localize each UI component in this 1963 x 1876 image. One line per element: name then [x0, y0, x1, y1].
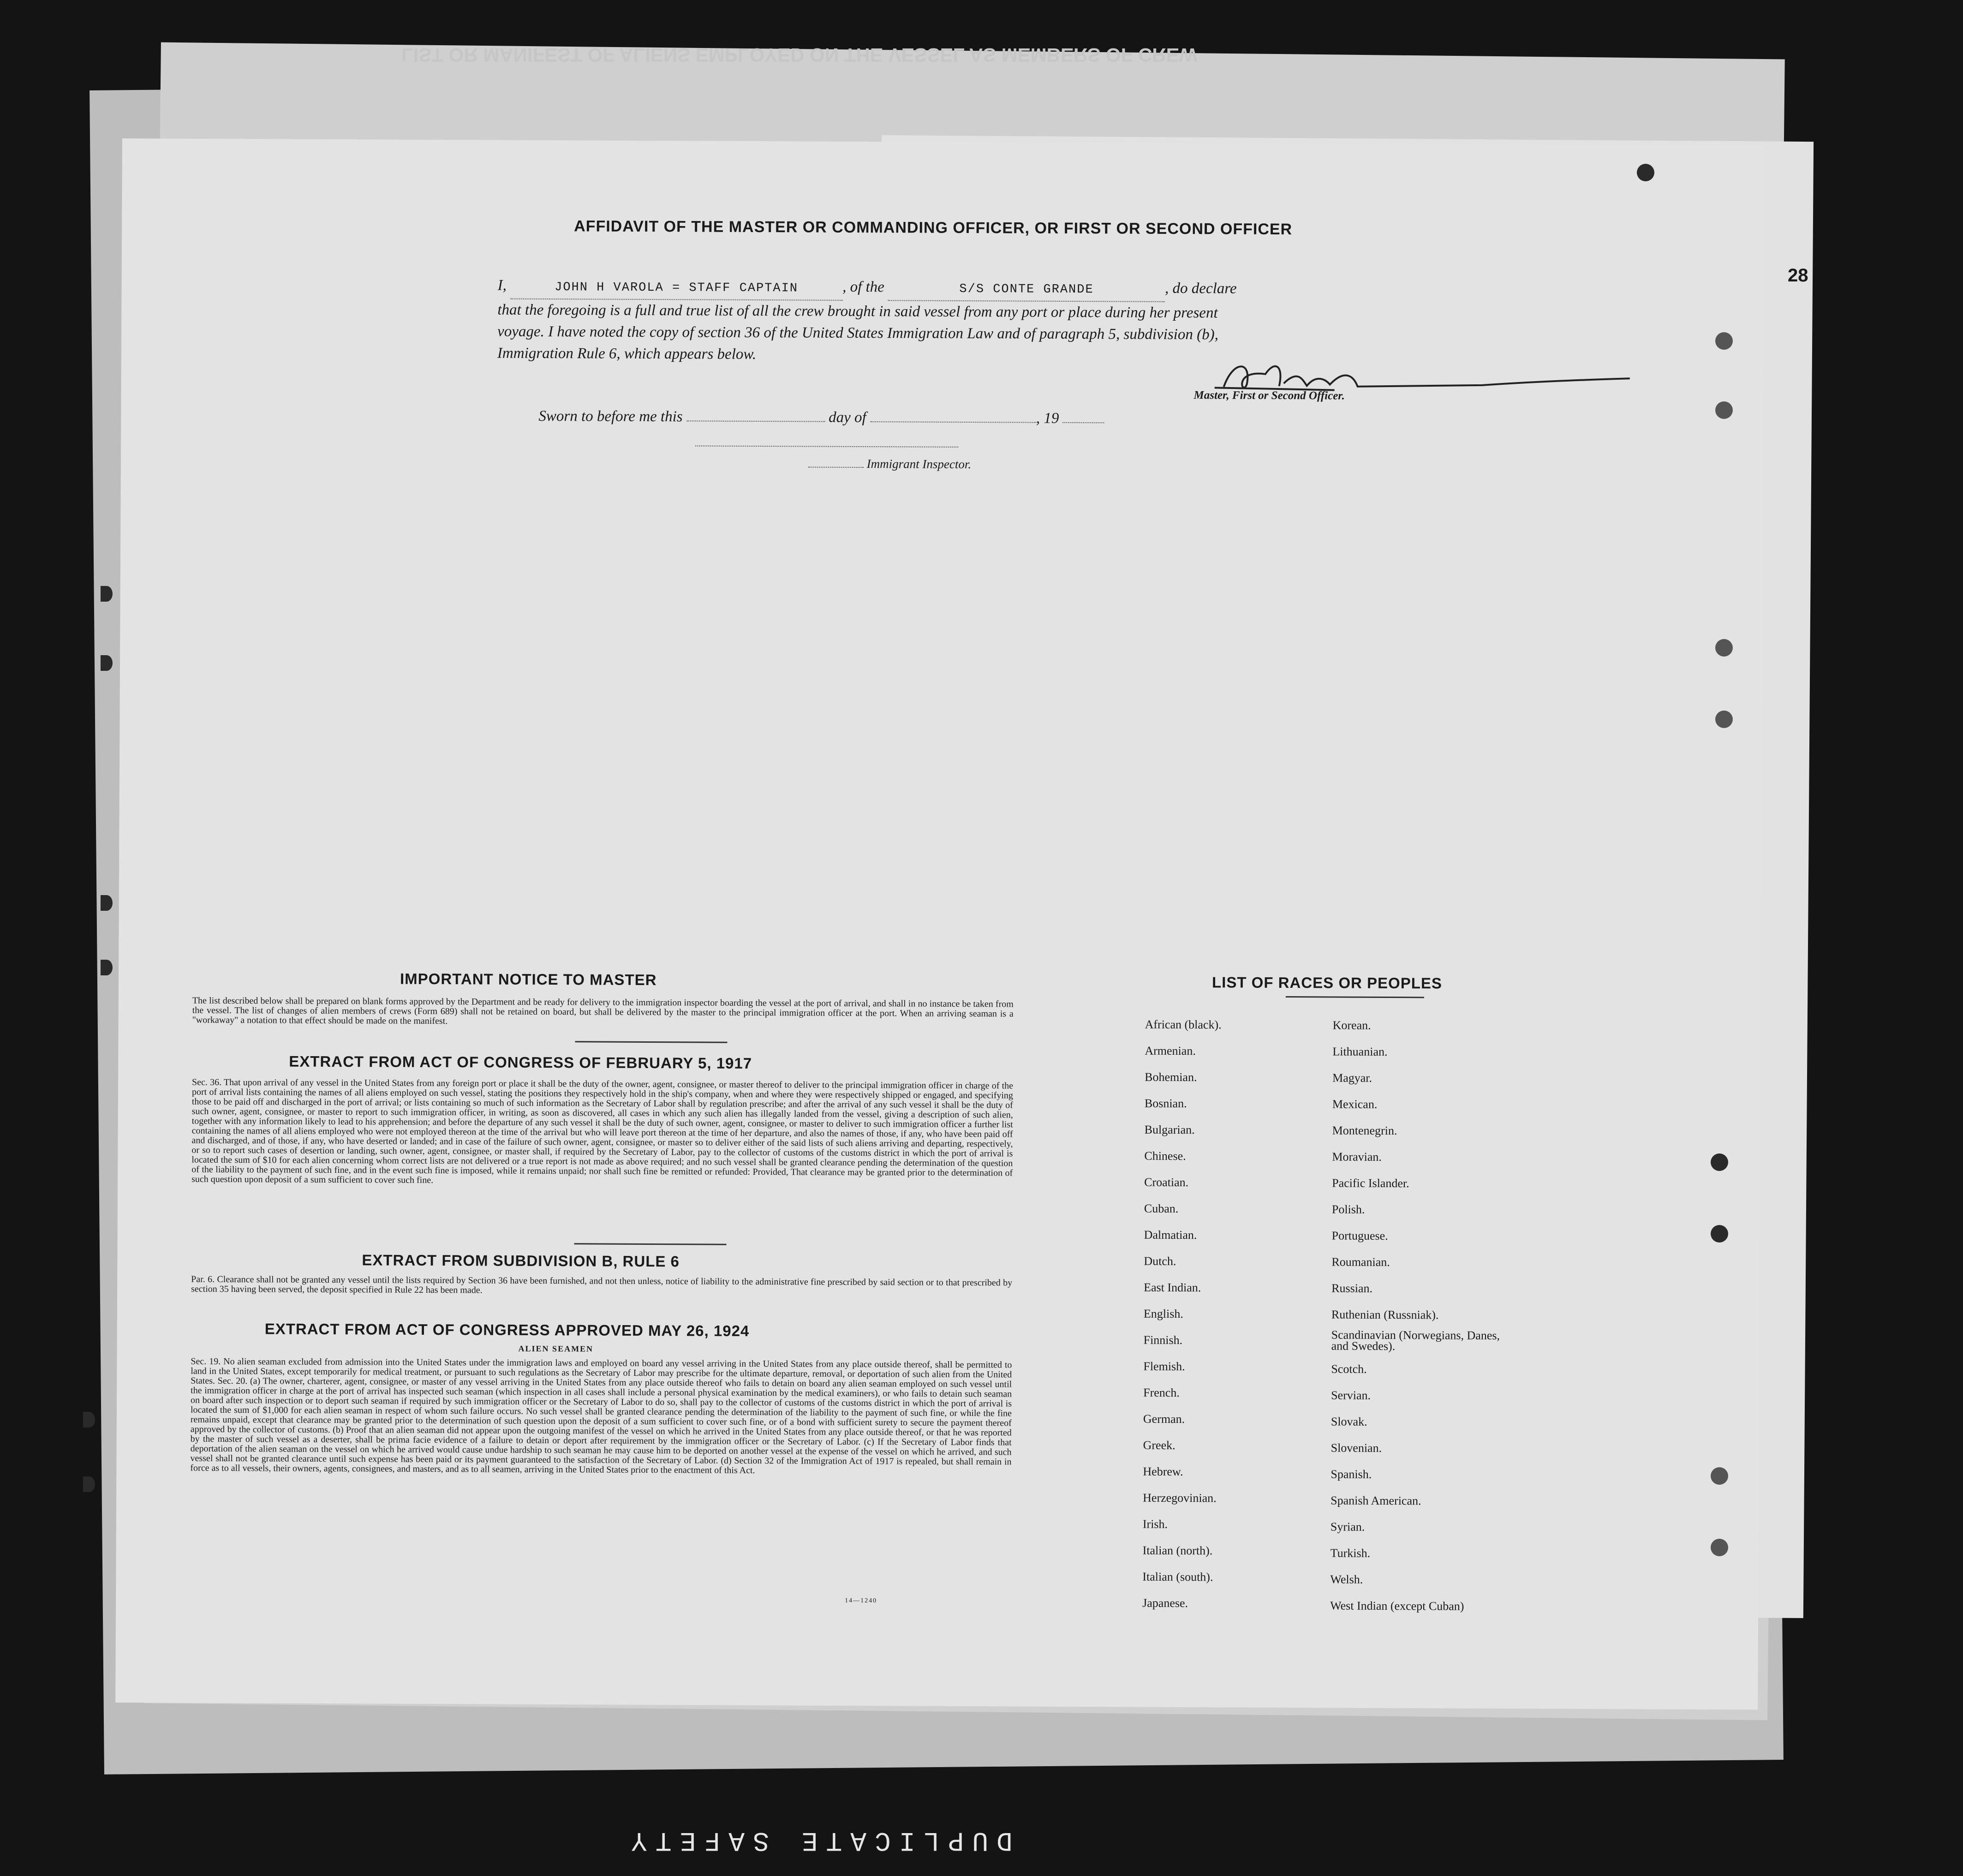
sworn-line — [538, 408, 1104, 427]
extract3-title: EXTRACT FROM ACT OF CONGRESS APPROVED MAY 26, 1924 — [264, 1320, 750, 1339]
signature-label: Master, First or Second Officer. — [1193, 389, 1345, 402]
notice-text: The list described below shall be prepared on blank forms approved by the Department and be ready for delivery to the immigration inspector boarding the vessel at the port of arrival, and shall in no instance be taken from the vessel. The list of changes of alien members of crews (Form 689) shall not be retained on board, but shall be delivered by the master to the principal immigration officer at the port. When an arriving seaman is a "workaway" a notation to that effect should be made on the manifest. — [192, 995, 1014, 1027]
pre-name: I, — [497, 277, 507, 294]
do-declare: , do declare — [1165, 280, 1237, 297]
punch-hole — [1715, 401, 1733, 419]
divider — [575, 1041, 727, 1043]
notice-title: IMPORTANT NOTICE TO MASTER — [400, 970, 657, 989]
race-item: Hebrew. — [1143, 1464, 1183, 1479]
affidavit-title: AFFIDAVIT OF THE MASTER OR COMMANDING OFFICER, OR FIRST OR SECOND OFFICER — [574, 217, 1293, 239]
race-item: African (black). — [1145, 1017, 1222, 1032]
inspector-line — [808, 456, 971, 472]
race-item: Bohemian. — [1145, 1070, 1197, 1084]
punch-hole — [101, 655, 113, 671]
month-blank — [870, 411, 1036, 423]
race-item: Dalmatian. — [1144, 1228, 1197, 1242]
race-item: Herzegovinian. — [1143, 1491, 1217, 1505]
punch-hole — [1711, 1539, 1728, 1556]
race-item: Italian (north). — [1142, 1543, 1213, 1558]
affidavit-line: voyage. I have noted the copy of section 36 of the United States Immigration Law and of paragraph 5, subdivision (b), — [497, 323, 1218, 343]
divider — [1286, 996, 1424, 998]
race-item: Syrian. — [1330, 1520, 1365, 1534]
race-item: Slovenian. — [1331, 1441, 1382, 1455]
race-item: Armenian. — [1145, 1044, 1196, 1058]
year-blank — [1063, 412, 1104, 423]
of-the: , of the — [842, 278, 884, 296]
punch-hole — [1711, 1153, 1728, 1171]
race-item: Irish. — [1142, 1517, 1168, 1531]
punch-hole — [83, 1476, 95, 1492]
officer-name-field: JOHN H VAROLA = STAFF CAPTAIN — [510, 277, 842, 301]
punch-hole — [101, 586, 113, 602]
affidavit-page — [115, 138, 1765, 1710]
race-item: East Indian. — [1144, 1280, 1201, 1295]
race-item: Magyar. — [1332, 1071, 1372, 1085]
race-item: Croatian. — [1144, 1175, 1189, 1189]
race-item: English. — [1143, 1307, 1183, 1321]
race-item: Pacific Islander. — [1332, 1176, 1409, 1190]
inspector-signature-line — [695, 445, 958, 447]
race-item: Japanese. — [1142, 1596, 1188, 1610]
day-of-text: day of — [829, 409, 866, 426]
punch-hole — [1711, 1225, 1728, 1243]
race-item: Turkish. — [1330, 1546, 1371, 1560]
affidavit-line: that the foregoing is a full and true list of all the crew brought in said vessel from any port or place during her present — [497, 301, 1218, 322]
race-item: Italian (south). — [1142, 1570, 1213, 1584]
page-number: 28 — [1788, 265, 1808, 286]
race-item: Greek. — [1143, 1438, 1175, 1452]
race-item: German. — [1143, 1412, 1185, 1426]
inspector-blank — [808, 466, 864, 468]
race-item: French. — [1143, 1386, 1180, 1400]
ghost-header: LIST OR MANIFEST OF ALIENS EMPLOYED ON THE VESSEL AS MEMBERS OF CREW — [401, 44, 1198, 66]
race-item: Polish. — [1331, 1202, 1365, 1216]
race-item: Moravian. — [1332, 1150, 1382, 1164]
race-item: Montenegrin. — [1332, 1123, 1397, 1138]
extract2-title: EXTRACT FROM SUBDIVISION B, RULE 6 — [362, 1251, 680, 1270]
inspector-label: Immigrant Inspector. — [866, 457, 972, 472]
punch-hole — [83, 1412, 95, 1428]
race-item: Portuguese. — [1331, 1229, 1388, 1243]
punch-hole — [1711, 1467, 1728, 1485]
races-left-column — [1142, 1011, 1222, 1617]
race-item: Mexican. — [1332, 1097, 1378, 1111]
race-item: Russian. — [1331, 1281, 1373, 1295]
race-item: Lithuanian. — [1332, 1045, 1388, 1058]
race-item: West Indian (except Cuban) — [1330, 1599, 1464, 1613]
race-item: Welsh. — [1330, 1572, 1363, 1586]
punch-hole — [101, 960, 113, 975]
extract3-text: Sec. 19. No alien seaman excluded from admission into the United States under the immigration laws and employed on board any vessel arriving in the United States from any place outside thereof, shall be permitted to land in the United States, except temporarily for medical treatment, or pursuant to such regulations as the Secretary of Labor may prescribe for the ultimate departure, removal, or deportation of such alien from the United States. Sec. 20. (a) The owner, charterer, agent, consignee, or master of any vessel arriving in the United States from any place outside thereof who fails to detain on board any alien seaman employed on such vessel until the immigration officer in charge at the port of arrival has inspected such seaman (which inspection in all cases shall include a personal physical examination by the medical examiners), or who fails to detain such seaman on board after such inspection or to deport such seaman if required by such immigration officer or the Secretary of Labor to do so, shall pay to the collector of customs of the customs district in which the port of arrival is located the sum of $1,000 for each alien seaman in respect of whom such failure occurs. No such vessel shall be granted clearance pending the determination of the liability to the payment of such fine, or while the fine remains unpaid, except that clearance may be granted prior to the determination of such question upon the deposit of a sum sufficient to cover such fine, or of a bond with sufficient surety to secure the payment thereof approved by the collector of customs. (b) Proof that an alien seaman did not appear upon the outgoing manifest of the vessel on which he arrived in the United States from any place outside thereof, or that he was reported by the master of such vessel as a deserter, shall be prima facie evidence of a failure to detain or deport after requirement by the immigration officer or the Secretary of Labor. (c) If the Secretary of Labor finds that deportation of the alien seaman on the vessel on which he arrived would cause undue hardship to such seaman he may cause him to be deported on another vessel at the expense of the vessel on which he arrived, and such vessel shall not be granted clearance until such expense has been paid or its payment guaranteed to the satisfaction of the Secretary of Labor. (d) Section 32 of the Immigration Act of 1917 is repealed, but shall remain in force as to all vessels, their owners, agents, consignees, and masters, and as to all seamen, arriving in the United States prior to the enactment of this Act. — [190, 1356, 1012, 1476]
race-item: Spanish. — [1331, 1467, 1372, 1481]
sworn-text: Sworn to before me this — [538, 407, 683, 425]
punch-hole — [1637, 164, 1654, 181]
extract1-text: Sec. 36. That upon arrival of any vessel in the United States from any foreign port or place it shall be the duty of the owner, agent, consignee, or master thereof to deliver to the principal immigration officer in charge of the port of arrival lists containing the names of all aliens employed on such vessel, stating the positions they respectively hold in the ship's company, when and where they were respectively shipped or engaged, and specifying those to be paid off and discharged in the port of arrival; or lists containing so much of such information as the Secretary of Labor shall by regulation prescribe; and after the arrival of any such vessel it shall be the duty of such owner, agent, consignee, or master to report to such immigration officer, in writing, as soon as discovered, all cases in which any such alien has illegally landed from the vessel, giving a description of such alien, together with any information likely to lead to his apprehension; and before the departure of any such vessel it shall be the duty of such owner, agent, consignee, or master to deliver to such immigration officer a further list containing the names of all aliens employed who were not employed thereon at the time of the arrival but who will leave port thereon at the time of her departure, and also the names of those, if any, who have been paid off and discharged, and of those, if any, who have deserted or landed; and in case of the failure of such owner, agent, consignee, or master so to deliver either of the said lists of such aliens arriving and departing, respectively, or so to report such cases of desertion or landing, such owner, agent, consignee, or master shall, if required by the Secretary of Labor, pay to the collector of customs of the customs district in which the port of arrival is located the sum of $10 for each alien concerning whom correct lists are not delivered or a true report is not made as above required; and no such vessel shall be granted clearance pending the determination of the question of the liability to the payment of such fine, and in the event such fine is imposed, while it remains unpaid; nor shall such fine be remitted or refunded: Provided, That clearance may be granted prior to the determination of such question upon deposit of a sum sufficient to cover such fine. — [191, 1077, 1014, 1185]
form-code: 14—1240 — [845, 1597, 877, 1605]
punch-hole — [1715, 332, 1733, 350]
extract1-title: EXTRACT FROM ACT OF CONGRESS OF FEBRUARY 5, 1917 — [289, 1052, 752, 1072]
race-item: Bulgarian. — [1144, 1123, 1195, 1137]
race-item: Chinese. — [1144, 1149, 1186, 1163]
day-blank — [686, 410, 825, 422]
race-item: Bosnian. — [1144, 1096, 1187, 1111]
divider — [574, 1243, 727, 1245]
race-item: Slovak. — [1331, 1415, 1367, 1428]
race-item: Roumanian. — [1331, 1255, 1390, 1269]
extract2-text: Par. 6. Clearance shall not be granted any vessel until the lists required by Section 36 have been furnished, and not then unless, notice of liability to the administrative fine prescribed by said section or to that prescribed by section 35 having been served, the deposit specified in Rule 22 has been made. — [191, 1274, 1013, 1296]
races-title: LIST OF RACES OR PEOPLES — [1211, 974, 1443, 992]
race-item: Scotch. — [1331, 1362, 1367, 1376]
race-item: Finnish. — [1143, 1333, 1183, 1347]
race-item: Flemish. — [1143, 1359, 1185, 1374]
race-item: Servian. — [1331, 1388, 1371, 1402]
punch-hole — [101, 895, 113, 911]
punch-hole — [1715, 639, 1733, 657]
race-item: Spanish American. — [1331, 1494, 1421, 1508]
affidavit-line: Immigration Rule 6, which appears below. — [497, 345, 757, 363]
races-right-column — [1330, 1012, 1508, 1619]
race-item: Ruthenian (Russniak). — [1331, 1308, 1439, 1322]
race-item: Scandinavian (Norwegians, Danes, and Swedes). — [1331, 1328, 1500, 1353]
punch-hole — [1715, 711, 1733, 728]
race-item: Cuban. — [1144, 1201, 1179, 1216]
vessel-name-field: S/S CONTE GRANDE — [888, 278, 1165, 302]
race-item: Dutch. — [1144, 1254, 1176, 1268]
year-text: , 19 — [1036, 410, 1059, 427]
race-item: Korean. — [1332, 1018, 1371, 1032]
film-edge-code: DUPLICATE SAFETY — [623, 1825, 1013, 1855]
extract3-subtitle: ALIEN SEAMEN — [518, 1344, 594, 1354]
